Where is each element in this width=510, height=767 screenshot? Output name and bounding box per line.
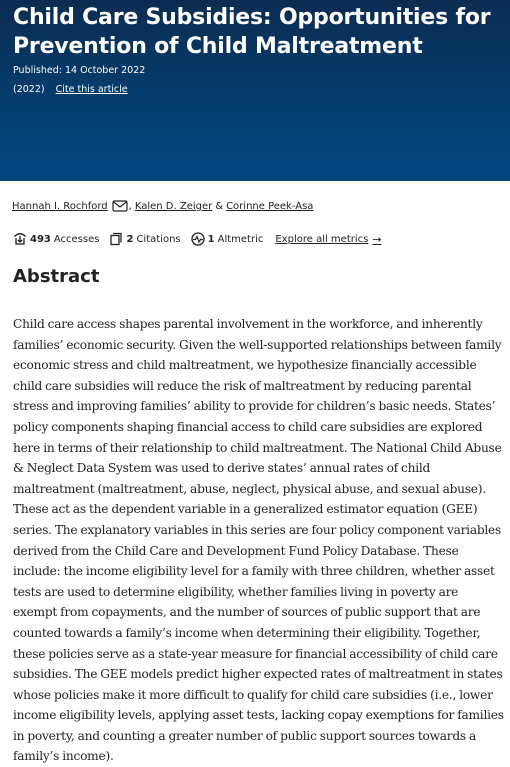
author-link-zeiger[interactable]: Kalen D. Zeiger bbox=[134, 200, 213, 212]
author-list bbox=[12, 200, 313, 212]
accesses-metric bbox=[13, 232, 99, 246]
abstract-heading: Abstract bbox=[13, 266, 100, 287]
accesses-label: Accesses bbox=[53, 233, 100, 245]
publication-year: (2022) bbox=[13, 84, 45, 95]
citation-icon bbox=[109, 232, 126, 246]
author-separator: & bbox=[215, 200, 224, 212]
download-icon bbox=[13, 232, 30, 246]
abstract-text: Child care access shapes parental involvement in the workforce, and inherently families’ economic security. Given the well-supported relationships between family economic stress and child maltreatment, we hypothesize financially accessible child care subsidies will reduce the risk of maltreatment by reducing parental stress and improving families’ ability to provide for children’s basic needs. States’ policy components shaping financial access to child care subsidies are explored here in terms of their relationship to child maltreatment. The National Child Abuse & Neglect Data System was used to derive states’ annual rates of child maltreatment (maltreatment, abuse, neglect, physical abuse, and sexual abuse). These act as the dependent variable in a generalized estimator equation (GEE) series. The explanatory variables in this series are four policy component variables derived from the Child Care and Development Fund Policy Database. These include: the income eligibility level for a family with three children, whether asset tests are used to determine eligibility, whether families living in poverty are exempt from copayments, and the number of sources of public support that are counted towards a family’s income when determining their eligibility. Together, these policies serve as a state-year measure for financial accessibility of child care subsidies. The GEE models predict higher expected rates of maltreatment in states whose policies make it more difficult to qualify for child care subsidies (i.e., lower income eligibility levels, applying asset tests, lacking copay exemptions for families in poverty, and counting a greater number of public support sources towards a family’s income). bbox=[13, 317, 504, 764]
cite-this-article-link[interactable]: Cite this article bbox=[55, 84, 128, 95]
citations-count: 2 bbox=[126, 233, 134, 245]
author-link-rochford[interactable]: Hannah I. Rochford bbox=[12, 200, 108, 212]
citations-label: Citations bbox=[136, 233, 181, 245]
article-metrics bbox=[13, 232, 382, 246]
article-title: Child Care Subsidies: Opportunities for Prevention of Child Maltreatment bbox=[13, 5, 491, 59]
article-header bbox=[0, 0, 510, 181]
mail-icon[interactable] bbox=[112, 200, 128, 212]
accesses-count: 493 bbox=[30, 233, 51, 245]
altmetric-metric bbox=[191, 232, 264, 246]
published-date: Published: 14 October 2022 bbox=[13, 65, 146, 76]
author-link-peek-asa[interactable]: Corinne Peek-Asa bbox=[226, 200, 314, 212]
altmetric-count: 1 bbox=[207, 233, 215, 245]
altmetric-label: Altmetric bbox=[217, 233, 264, 245]
arrow-right-icon: → bbox=[372, 232, 382, 246]
explore-metrics-label: Explore all metrics bbox=[275, 233, 369, 245]
citation-row bbox=[13, 84, 128, 95]
explore-metrics-link[interactable] bbox=[275, 233, 381, 246]
author-separator: , bbox=[128, 200, 132, 212]
citations-metric bbox=[109, 232, 180, 246]
altmetric-icon bbox=[191, 232, 208, 246]
